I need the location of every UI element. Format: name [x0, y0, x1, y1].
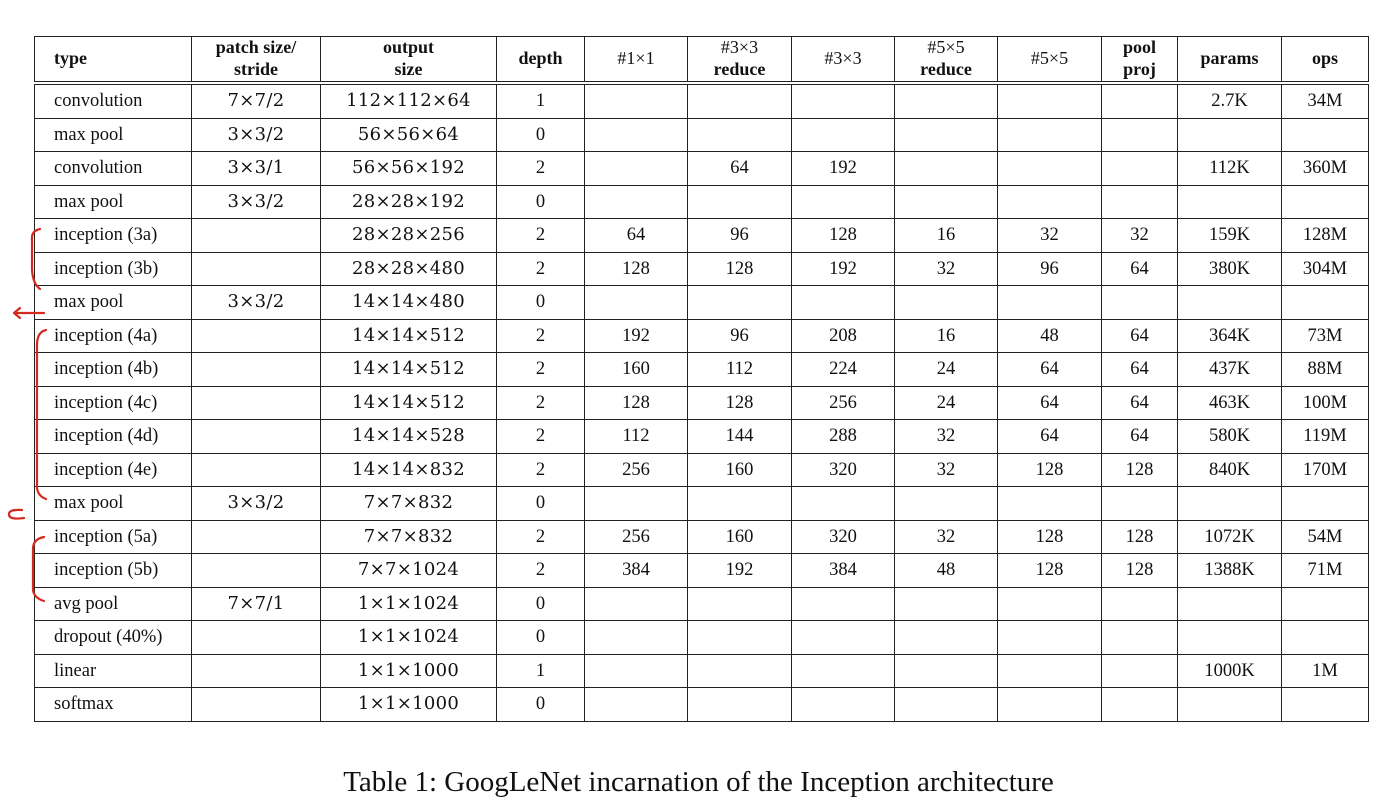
cell-type: max pool [35, 286, 192, 320]
cell-c3x3 [792, 621, 895, 655]
cell-output: 56×56×64 [321, 118, 497, 152]
cell-pool: 128 [1102, 520, 1178, 554]
cell-patch [192, 252, 321, 286]
table-row [35, 520, 1369, 554]
cell-ops: 360M [1282, 152, 1369, 186]
header-output-line1: output [382, 37, 435, 58]
cell-c3x3: 192 [792, 252, 895, 286]
cell-patch: 3×3/2 [192, 185, 321, 219]
cell-c5x5: 96 [998, 252, 1102, 286]
cell-params: 1072K [1178, 520, 1282, 554]
cell-pool: 128 [1102, 453, 1178, 487]
cell-c1x1: 384 [585, 554, 688, 588]
cell-c3x3 [792, 688, 895, 722]
header-params-line1: params [1200, 48, 1259, 69]
table-row [35, 386, 1369, 420]
cell-depth: 0 [497, 587, 585, 621]
cell-type: softmax [35, 688, 192, 722]
cell-pool: 128 [1102, 554, 1178, 588]
cell-c5x5: 128 [998, 554, 1102, 588]
cell-c5x5r [895, 118, 998, 152]
cell-ops: 304M [1282, 252, 1369, 286]
cell-c5x5r [895, 185, 998, 219]
cell-c3x3 [792, 83, 895, 118]
cell-c3x3r [688, 587, 792, 621]
cell-c5x5 [998, 286, 1102, 320]
cell-c5x5: 64 [998, 386, 1102, 420]
cell-ops: 34M [1282, 83, 1369, 118]
cell-pool [1102, 688, 1178, 722]
cell-c5x5r: 48 [895, 554, 998, 588]
cell-c5x5r: 24 [895, 353, 998, 387]
cell-output: 112×112×64 [321, 83, 497, 118]
cell-c1x1 [585, 654, 688, 688]
cell-c5x5: 48 [998, 319, 1102, 353]
cell-depth: 1 [497, 83, 585, 118]
header-ops [1282, 37, 1369, 84]
table-row [35, 353, 1369, 387]
cell-c5x5 [998, 487, 1102, 521]
cell-depth: 2 [497, 319, 585, 353]
cell-c1x1: 160 [585, 353, 688, 387]
header-c3x3r [688, 37, 792, 84]
table-body [35, 83, 1369, 721]
cell-c3x3: 288 [792, 420, 895, 454]
arrow-maxpool-5 [9, 510, 24, 519]
cell-c3x3r: 128 [688, 252, 792, 286]
cell-c3x3r: 96 [688, 219, 792, 253]
cell-depth: 0 [497, 185, 585, 219]
cell-output: 1×1×1000 [321, 688, 497, 722]
cell-patch [192, 654, 321, 688]
cell-ops: 170M [1282, 453, 1369, 487]
cell-c5x5r [895, 621, 998, 655]
cell-type: max pool [35, 185, 192, 219]
cell-patch: 7×7/1 [192, 587, 321, 621]
cell-c3x3r [688, 286, 792, 320]
cell-type: inception (4a) [35, 319, 192, 353]
cell-c3x3r [688, 688, 792, 722]
cell-c3x3 [792, 587, 895, 621]
cell-c3x3r: 144 [688, 420, 792, 454]
cell-c5x5: 64 [998, 353, 1102, 387]
cell-params: 840K [1178, 453, 1282, 487]
cell-c5x5: 128 [998, 520, 1102, 554]
cell-depth: 2 [497, 453, 585, 487]
cell-c3x3: 320 [792, 520, 895, 554]
cell-c3x3 [792, 487, 895, 521]
table-row [35, 554, 1369, 588]
header-c5x5r-line1: #5×5 [927, 37, 965, 58]
header-c3x3 [792, 37, 895, 84]
cell-c3x3: 224 [792, 353, 895, 387]
cell-c3x3: 128 [792, 219, 895, 253]
cell-params: 437K [1178, 353, 1282, 387]
cell-c1x1: 112 [585, 420, 688, 454]
header-type [35, 37, 192, 84]
cell-depth: 2 [497, 252, 585, 286]
cell-output: 1×1×1024 [321, 587, 497, 621]
cell-c5x5r [895, 83, 998, 118]
cell-type: convolution [35, 152, 192, 186]
cell-params: 580K [1178, 420, 1282, 454]
cell-c3x3r: 96 [688, 319, 792, 353]
cell-c5x5r: 32 [895, 252, 998, 286]
cell-ops: 88M [1282, 353, 1369, 387]
cell-params: 1388K [1178, 554, 1282, 588]
cell-ops: 128M [1282, 219, 1369, 253]
cell-c5x5r [895, 654, 998, 688]
cell-patch [192, 386, 321, 420]
cell-c5x5r: 16 [895, 319, 998, 353]
cell-pool: 64 [1102, 319, 1178, 353]
cell-patch [192, 353, 321, 387]
cell-output: 56×56×192 [321, 152, 497, 186]
cell-c5x5 [998, 654, 1102, 688]
cell-output: 7×7×832 [321, 520, 497, 554]
header-patch-line1: patch size/ [215, 37, 297, 58]
cell-depth: 0 [497, 621, 585, 655]
header-output [321, 37, 497, 84]
cell-c1x1 [585, 688, 688, 722]
cell-pool: 64 [1102, 252, 1178, 286]
cell-pool [1102, 152, 1178, 186]
cell-c5x5: 64 [998, 420, 1102, 454]
cell-c5x5 [998, 185, 1102, 219]
cell-c3x3r [688, 185, 792, 219]
header-c5x5-line1: #5×5 [1030, 48, 1069, 69]
cell-type: avg pool [35, 587, 192, 621]
cell-c1x1 [585, 118, 688, 152]
cell-patch [192, 554, 321, 588]
cell-ops [1282, 487, 1369, 521]
architecture-table [34, 36, 1369, 722]
cell-c5x5r: 24 [895, 386, 998, 420]
header-depth-line1: depth [518, 48, 563, 69]
cell-patch: 3×3/2 [192, 286, 321, 320]
table-row [35, 654, 1369, 688]
cell-c3x3r: 64 [688, 152, 792, 186]
cell-c5x5 [998, 688, 1102, 722]
cell-c3x3 [792, 654, 895, 688]
cell-patch [192, 621, 321, 655]
cell-depth: 2 [497, 353, 585, 387]
table-row [35, 688, 1369, 722]
cell-c5x5: 32 [998, 219, 1102, 253]
cell-type: inception (5b) [35, 554, 192, 588]
cell-params [1178, 118, 1282, 152]
table-row [35, 319, 1369, 353]
cell-c5x5r: 32 [895, 520, 998, 554]
cell-params: 112K [1178, 152, 1282, 186]
header-ops-line1: ops [1311, 48, 1338, 69]
cell-ops [1282, 587, 1369, 621]
cell-c1x1 [585, 83, 688, 118]
cell-c5x5 [998, 587, 1102, 621]
table-row [35, 219, 1369, 253]
cell-patch: 7×7/2 [192, 83, 321, 118]
table-header-row [35, 37, 1369, 84]
cell-pool: 32 [1102, 219, 1178, 253]
cell-output: 7×7×832 [321, 487, 497, 521]
cell-c3x3: 208 [792, 319, 895, 353]
cell-type: convolution [35, 83, 192, 118]
cell-c3x3: 256 [792, 386, 895, 420]
cell-c3x3: 320 [792, 453, 895, 487]
cell-patch [192, 453, 321, 487]
table-row [35, 185, 1369, 219]
cell-pool [1102, 487, 1178, 521]
header-c1x1-line1: #1×1 [617, 48, 655, 69]
cell-c5x5r [895, 587, 998, 621]
cell-output: 14×14×528 [321, 420, 497, 454]
cell-ops [1282, 621, 1369, 655]
cell-c5x5r: 16 [895, 219, 998, 253]
cell-c1x1 [585, 587, 688, 621]
table-row [35, 453, 1369, 487]
cell-type: inception (4d) [35, 420, 192, 454]
cell-c1x1 [585, 621, 688, 655]
cell-type: inception (3a) [35, 219, 192, 253]
cell-c5x5r: 32 [895, 453, 998, 487]
cell-depth: 2 [497, 386, 585, 420]
cell-ops: 100M [1282, 386, 1369, 420]
header-pool [1102, 37, 1178, 84]
header-output-line2: size [394, 59, 423, 79]
architecture-table-container [34, 36, 1369, 722]
cell-output: 14×14×832 [321, 453, 497, 487]
cell-c1x1: 256 [585, 520, 688, 554]
cell-pool [1102, 286, 1178, 320]
cell-params [1178, 487, 1282, 521]
header-c5x5r [895, 37, 998, 84]
cell-depth: 0 [497, 688, 585, 722]
cell-c1x1: 128 [585, 386, 688, 420]
cell-c3x3 [792, 118, 895, 152]
cell-patch: 3×3/2 [192, 487, 321, 521]
cell-c1x1: 192 [585, 319, 688, 353]
cell-output: 28×28×480 [321, 252, 497, 286]
header-pool-line1: pool [1122, 37, 1156, 58]
cell-ops: 73M [1282, 319, 1369, 353]
cell-c3x3: 384 [792, 554, 895, 588]
cell-ops: 1M [1282, 654, 1369, 688]
cell-c3x3r [688, 487, 792, 521]
cell-ops [1282, 118, 1369, 152]
cell-params: 2.7K [1178, 83, 1282, 118]
cell-params [1178, 587, 1282, 621]
cell-ops: 119M [1282, 420, 1369, 454]
cell-params [1178, 621, 1282, 655]
cell-c5x5 [998, 621, 1102, 655]
cell-c5x5 [998, 83, 1102, 118]
cell-patch: 3×3/2 [192, 118, 321, 152]
cell-patch [192, 520, 321, 554]
cell-params: 1000K [1178, 654, 1282, 688]
cell-output: 28×28×256 [321, 219, 497, 253]
cell-params: 364K [1178, 319, 1282, 353]
cell-pool [1102, 654, 1178, 688]
cell-c5x5r [895, 286, 998, 320]
header-c3x3-line1: #3×3 [824, 48, 862, 69]
header-patch-line2: stride [234, 59, 278, 79]
cell-c3x3r: 192 [688, 554, 792, 588]
cell-depth: 1 [497, 654, 585, 688]
cell-depth: 0 [497, 118, 585, 152]
cell-c5x5r [895, 688, 998, 722]
cell-params: 463K [1178, 386, 1282, 420]
cell-c3x3: 192 [792, 152, 895, 186]
table-row [35, 587, 1369, 621]
cell-output: 14×14×512 [321, 386, 497, 420]
cell-c1x1: 128 [585, 252, 688, 286]
cell-c1x1 [585, 286, 688, 320]
cell-output: 14×14×512 [321, 319, 497, 353]
cell-type: max pool [35, 487, 192, 521]
cell-params [1178, 688, 1282, 722]
cell-depth: 2 [497, 420, 585, 454]
cell-type: inception (4e) [35, 453, 192, 487]
table-row [35, 621, 1369, 655]
cell-type: inception (3b) [35, 252, 192, 286]
table-row [35, 420, 1369, 454]
cell-ops: 71M [1282, 554, 1369, 588]
cell-c5x5r [895, 152, 998, 186]
cell-c3x3r: 160 [688, 453, 792, 487]
cell-params [1178, 286, 1282, 320]
cell-output: 14×14×480 [321, 286, 497, 320]
cell-pool [1102, 118, 1178, 152]
cell-c3x3r: 128 [688, 386, 792, 420]
table-row [35, 487, 1369, 521]
cell-c3x3r [688, 621, 792, 655]
cell-patch [192, 688, 321, 722]
table-row [35, 152, 1369, 186]
cell-type: linear [35, 654, 192, 688]
table-row [35, 252, 1369, 286]
cell-c1x1: 64 [585, 219, 688, 253]
cell-c3x3 [792, 185, 895, 219]
cell-c3x3r [688, 83, 792, 118]
cell-c5x5: 128 [998, 453, 1102, 487]
cell-patch [192, 219, 321, 253]
cell-type: inception (5a) [35, 520, 192, 554]
cell-c3x3r: 112 [688, 353, 792, 387]
header-depth [497, 37, 585, 84]
cell-c1x1 [585, 487, 688, 521]
cell-depth: 0 [497, 487, 585, 521]
cell-c3x3r [688, 118, 792, 152]
cell-c5x5 [998, 152, 1102, 186]
cell-pool [1102, 83, 1178, 118]
cell-output: 7×7×1024 [321, 554, 497, 588]
cell-output: 1×1×1024 [321, 621, 497, 655]
cell-depth: 2 [497, 152, 585, 186]
header-c3x3r-line1: #3×3 [720, 37, 759, 58]
cell-pool: 64 [1102, 353, 1178, 387]
cell-params: 380K [1178, 252, 1282, 286]
cell-ops [1282, 286, 1369, 320]
cell-ops [1282, 185, 1369, 219]
table-caption: Table 1: GoogLeNet incarnation of the Inception architecture [343, 766, 1054, 798]
cell-type: max pool [35, 118, 192, 152]
table-row [35, 286, 1369, 320]
cell-patch: 3×3/1 [192, 152, 321, 186]
cell-output: 28×28×192 [321, 185, 497, 219]
cell-c1x1: 256 [585, 453, 688, 487]
cell-output: 1×1×1000 [321, 654, 497, 688]
header-pool-line2: proj [1123, 59, 1156, 79]
cell-c3x3r: 160 [688, 520, 792, 554]
header-c1x1 [585, 37, 688, 84]
header-c5x5r-line2: reduce [920, 59, 972, 79]
cell-type: inception (4b) [35, 353, 192, 387]
table-row [35, 83, 1369, 118]
cell-depth: 2 [497, 219, 585, 253]
cell-c5x5 [998, 118, 1102, 152]
cell-type: inception (4c) [35, 386, 192, 420]
cell-output: 14×14×512 [321, 353, 497, 387]
cell-pool [1102, 621, 1178, 655]
cell-pool [1102, 587, 1178, 621]
header-patch [192, 37, 321, 84]
cell-c1x1 [585, 185, 688, 219]
header-type-line1: type [54, 48, 87, 69]
cell-depth: 2 [497, 520, 585, 554]
cell-patch [192, 420, 321, 454]
cell-params: 159K [1178, 219, 1282, 253]
cell-depth: 2 [497, 554, 585, 588]
cell-c5x5r [895, 487, 998, 521]
cell-type: dropout (40%) [35, 621, 192, 655]
header-params [1178, 37, 1282, 84]
cell-c3x3 [792, 286, 895, 320]
cell-pool: 64 [1102, 386, 1178, 420]
cell-ops [1282, 688, 1369, 722]
table-row [35, 118, 1369, 152]
cell-c5x5r: 32 [895, 420, 998, 454]
cell-params [1178, 185, 1282, 219]
cell-c3x3r [688, 654, 792, 688]
cell-depth: 0 [497, 286, 585, 320]
cell-c1x1 [585, 152, 688, 186]
cell-ops: 54M [1282, 520, 1369, 554]
header-c5x5 [998, 37, 1102, 84]
cell-patch [192, 319, 321, 353]
cell-pool [1102, 185, 1178, 219]
cell-pool: 64 [1102, 420, 1178, 454]
header-c3x3r-line2: reduce [713, 59, 766, 79]
